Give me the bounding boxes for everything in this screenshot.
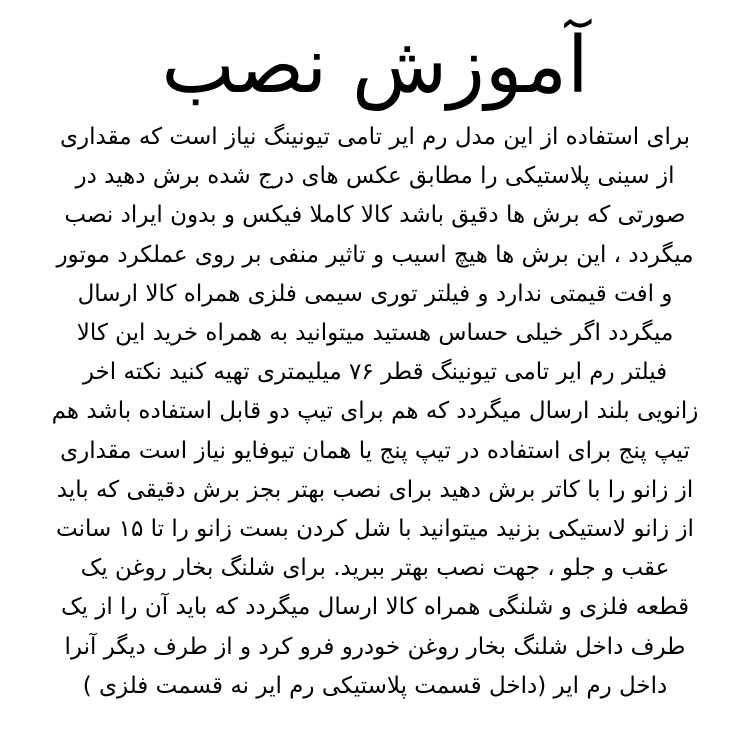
text-line-15: داخل رم ایر (داخل قسمت پلاستیکی رم ایر نه قسمت فلزی )	[82, 672, 668, 699]
text-line-4: میگردد ، این برش ها هیچ اسیب و تاثیر منفی بر روی عملکرد موتور	[56, 241, 694, 268]
text-line-13: قطعه فلزی و شلنگی همراه کالا ارسال میگردد که باید آن را از یک	[60, 594, 690, 621]
text-line-6: میگردد اگر خیلی حساس هستید میتوانید به همراه خرید این کالا	[76, 320, 674, 347]
text-line-7: فیلتر رم ایر تامی تیونینگ قطر ۷۶ میلیمتری تهیه کنید نکته اخر	[82, 359, 668, 386]
text-line-10: از زانو را با کاتر برش دهید برای نصب بهتر بجز برش دقیقی که باید	[56, 476, 694, 503]
text-line-14: طرف داخل شلنگ بخار روغن خودرو فرو کرد و از طرف دیگر آنرا	[64, 633, 686, 660]
text-line-2: از سینی پلاستیکی را مطابق عکس های درج شده برش دهید در	[75, 163, 675, 190]
text-line-9: تیپ پنج برای استفاده در تیپ پنج یا همان تیوفایو نیاز است مقداری	[60, 437, 690, 464]
text-line-1: برای استفاده از این مدل رم ایر تامی تیونینگ نیاز است که مقداری	[60, 124, 690, 150]
text-line-8: زانویی بلند ارسال میگردد که هم برای تیپ دو قابل استفاده باشد هم	[51, 398, 699, 425]
text-line-11: از زانو لاستیکی بزنید میتوانید با شل کردن بست زانو را تا ۱۵ سانت	[56, 516, 694, 543]
instruction-text	[24, 118, 726, 706]
page-title: آموزش نصب	[161, 21, 589, 111]
text-line-3: صورتی که برش ها دقیق باشد کالا کاملا فیکس و بدون ایراد نصب	[64, 202, 686, 229]
text-line-12: عقب و جلو ، جهت نصب بهتر ببرید. برای شلنگ بخار روغن یک	[80, 555, 670, 582]
text-line-5: و افت قیمتی ندارد و فیلتر توری سیمی فلزی همراه کالا ارسال	[77, 280, 673, 307]
